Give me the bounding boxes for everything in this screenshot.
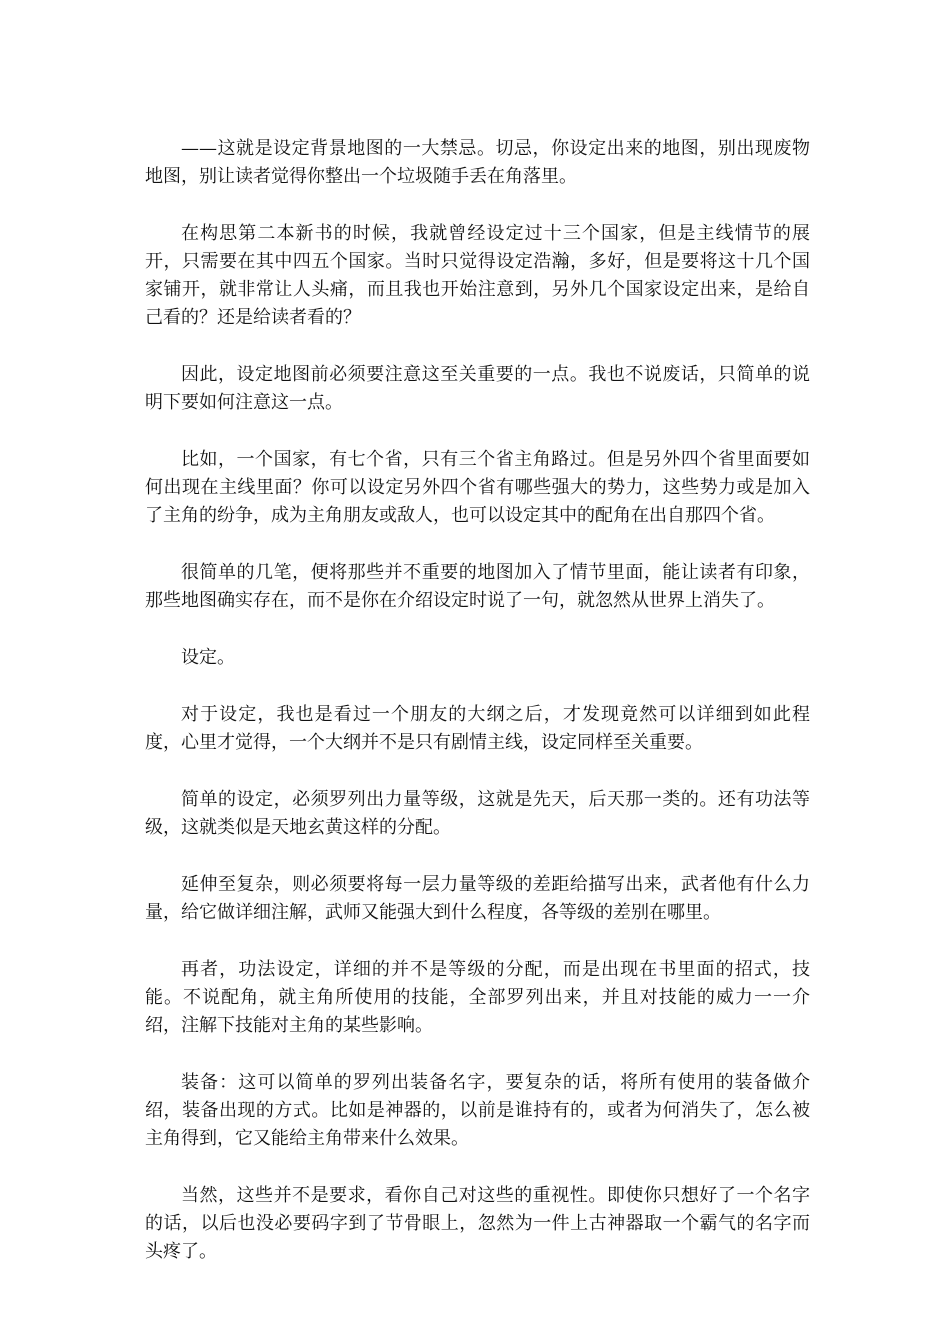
paragraph-taboo: ——这就是设定背景地图的一大禁忌。切忌，你设定出来的地图，别出现废物地图，别让读者觉得你整出一个垃圾随手丢在角落里。 — [145, 138, 810, 187]
paragraph-skill-setting: 再者，功法设定，详细的并不是等级的分配，而是出现在书里面的招式，技能。不说配角，就主角所使用的技能，全部罗列出来，并且对技能的威力一一介绍，注解下技能对主角的某些影响。 — [145, 959, 810, 1036]
paragraph-simple-setting: 简单的设定，必须罗列出力量等级，这就是先天，后天那一类的。还有功法等级，这就类似是天地玄黄这样的分配。 — [145, 789, 810, 838]
paragraph-complex-setting: 延伸至复杂，则必须要将每一层力量等级的差距给描写出来，武者他有什么力量，给它做详细注解，武师又能强大到什么程度，各等级的差别在哪里。 — [145, 874, 810, 923]
paragraph-few-strokes: 很简单的几笔，便将那些并不重要的地图加入了情节里面，能让读者有印象，那些地图确实存在，而不是你在介绍设定时说了一句，就忽然从世界上消失了。 — [145, 562, 810, 611]
paragraph-setting-heading: 设定。 — [181, 647, 235, 668]
paragraph-equipment: 装备：这可以简单的罗列出装备名字，要复杂的话，将所有使用的装备做介绍，装备出现的方式。比如是神器的，以前是谁持有的，或者为何消失了，怎么被主角得到，它又能给主角带来什么效果。 — [145, 1072, 810, 1149]
paragraph-seven-provinces: 比如，一个国家，有七个省，只有三个省主角路过。但是另外四个省里面要如何出现在主线里面？你可以设定另外四个省有哪些强大的势力，这些势力或是加入了主角的纷争，成为主角朋友或敌人，也可以设定其中的配角在出自那四个省。 — [145, 449, 810, 526]
paragraph-friend-outline: 对于设定，我也是看过一个朋友的大纲之后，才发现竟然可以详细到如此程度，心里才觉得，一个大纲并不是只有剧情主线，设定同样至关重要。 — [145, 704, 810, 753]
document-page — [145, 135, 810, 1295]
paragraph-conclusion: 当然，这些并不是要求，看你自己对这些的重视性。即使你只想好了一个名字的话，以后也没必要码字到了节骨眼上，忽然为一件上古神器取一个霸气的名字而头疼了。 — [145, 1185, 810, 1262]
paragraph-important-point: 因此，设定地图前必须要注意这至关重要的一点。我也不说废话，只简单的说明下要如何注意这一点。 — [145, 364, 810, 413]
paragraph-thirteen-countries: 在构思第二本新书的时候，我就曾经设定过十三个国家，但是主线情节的展开，只需要在其中四五个国家。当时只觉得设定浩瀚，多好，但是要将这十几个国家铺开，就非常让人头痛，而且我也开始注意到，另外几个国家设定出来，是给自己看的？还是给读者看的？ — [145, 223, 810, 328]
